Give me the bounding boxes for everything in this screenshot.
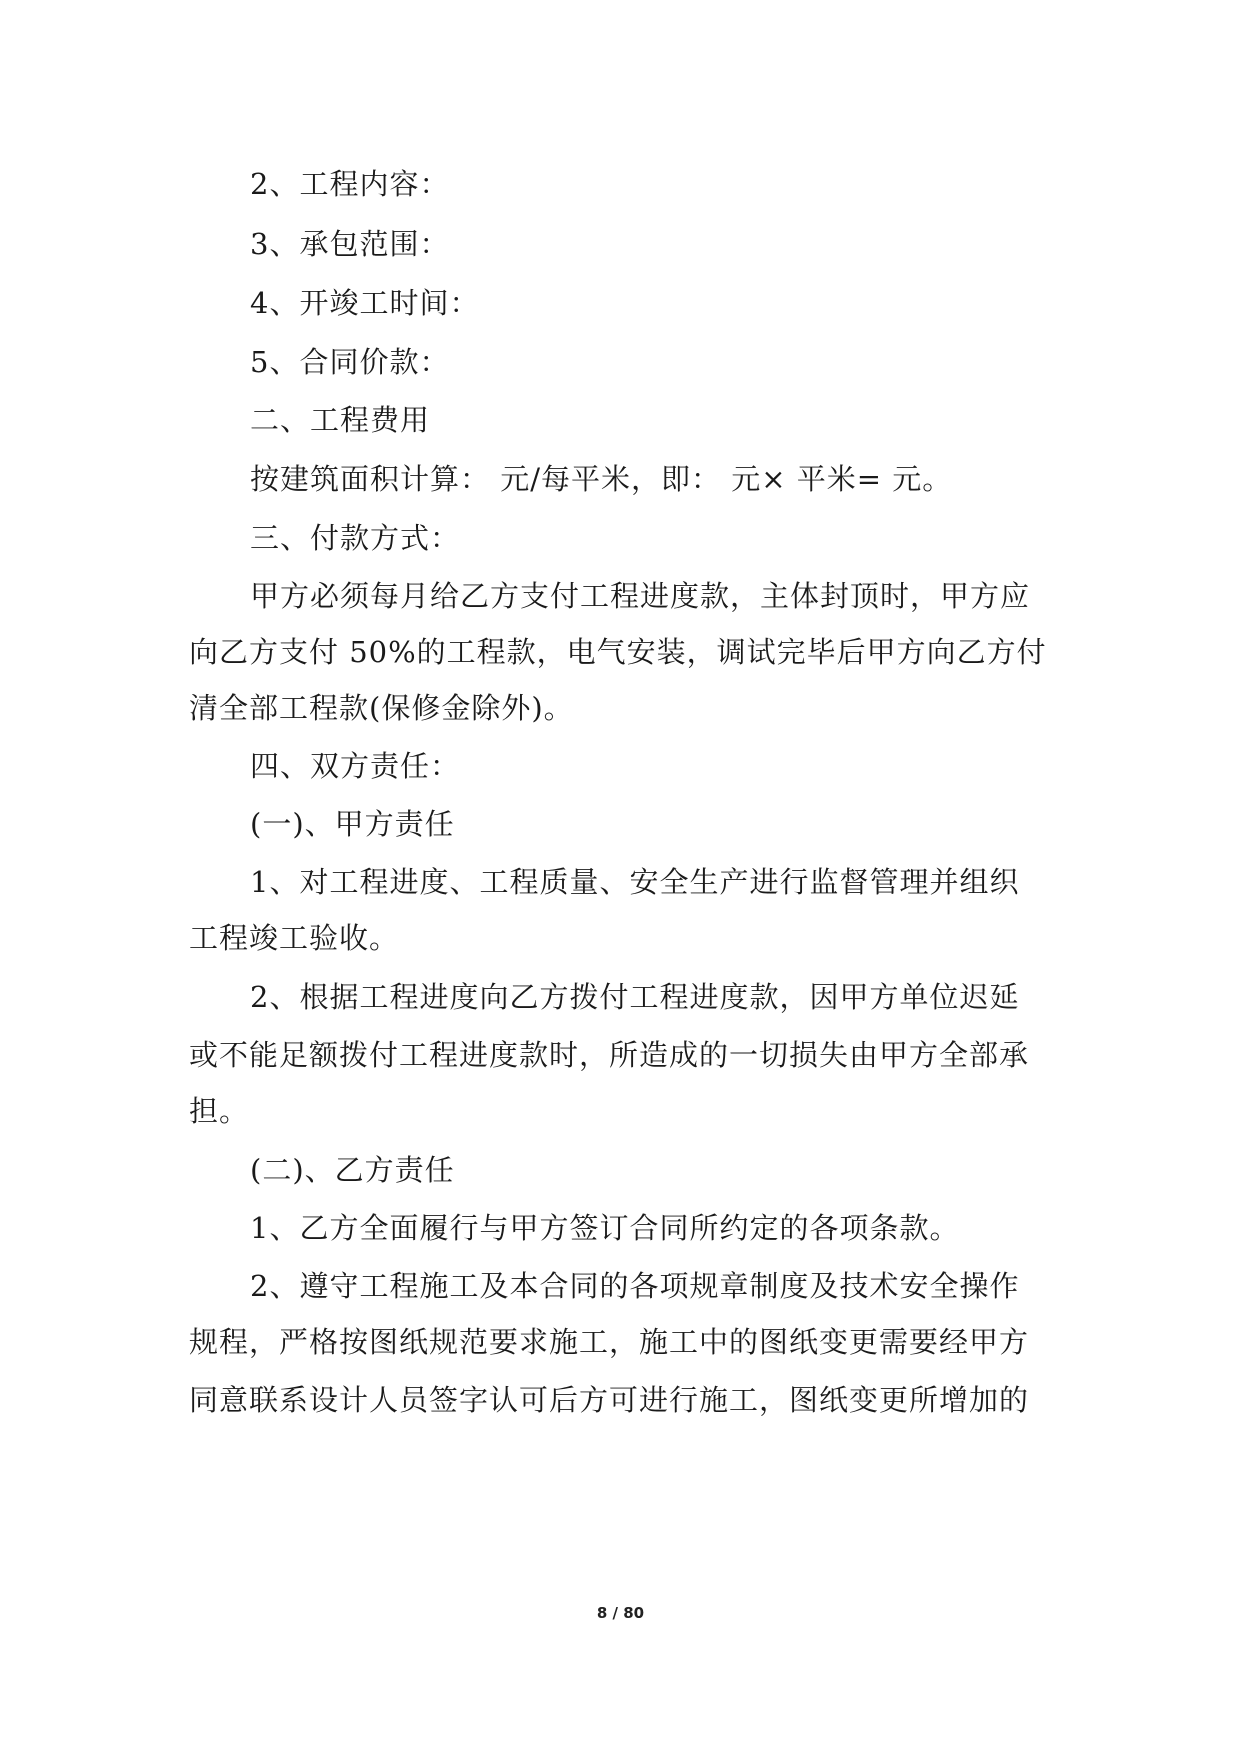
clause-5-price: 5、合同价款： — [250, 345, 450, 379]
party-b-heading: (二)、乙方责任 — [250, 1153, 455, 1187]
party-b-duty-1: 1、乙方全面履行与甲方签订合同所约定的各项条款。 — [250, 1211, 960, 1245]
party-b-duty-2-line-1: 2、遵守工程施工及本合同的各项规章制度及技术安全操作 — [250, 1269, 1020, 1303]
party-a-duty-2-line-2: 或不能足额拨付工程进度款时，所造成的一切损失由甲方全部承 — [189, 1038, 1030, 1072]
party-b-duty-2-line-2: 规程，严格按图纸规范要求施工，施工中的图纸变更需要经甲方 — [189, 1325, 1030, 1359]
page-number: 8 / 80 — [596, 1604, 645, 1622]
party-a-duty-1-line-2: 工程竣工验收。 — [189, 921, 400, 955]
payment-paragraph-line-3: 清全部工程款(保修金除外)。 — [189, 691, 574, 725]
party-a-duty-2-line-1: 2、根据工程进度向乙方拨付工程进度款，因甲方单位迟延 — [250, 980, 1020, 1014]
party-a-heading: (一)、甲方责任 — [250, 807, 455, 841]
party-a-duty-1-line-1: 1、对工程进度、工程质量、安全生产进行监督管理并组织 — [250, 865, 1020, 899]
cost-calculation: 按建筑面积计算： 元/每平米，即： 元× 平米= 元。 — [250, 462, 953, 496]
payment-paragraph-line-1: 甲方必须每月给乙方支付工程进度款，主体封顶时，甲方应 — [250, 579, 1031, 613]
party-a-duty-2-line-3: 担。 — [189, 1094, 250, 1128]
payment-paragraph-line-2: 向乙方支付 50%的工程款，电气安装，调试完毕后甲方向乙方付 — [189, 635, 1047, 669]
clause-4-schedule: 4、开竣工时间： — [250, 286, 480, 320]
clause-2-project-content: 2、工程内容： — [250, 167, 450, 201]
section-2-heading: 二、工程费用 — [250, 403, 431, 437]
clause-3-scope: 3、承包范围： — [250, 227, 450, 261]
section-3-heading: 三、付款方式： — [250, 521, 461, 555]
section-4-heading: 四、双方责任： — [250, 749, 461, 783]
party-b-duty-2-line-3: 同意联系设计人员签字认可后方可进行施工，图纸变更所增加的 — [189, 1383, 1030, 1417]
